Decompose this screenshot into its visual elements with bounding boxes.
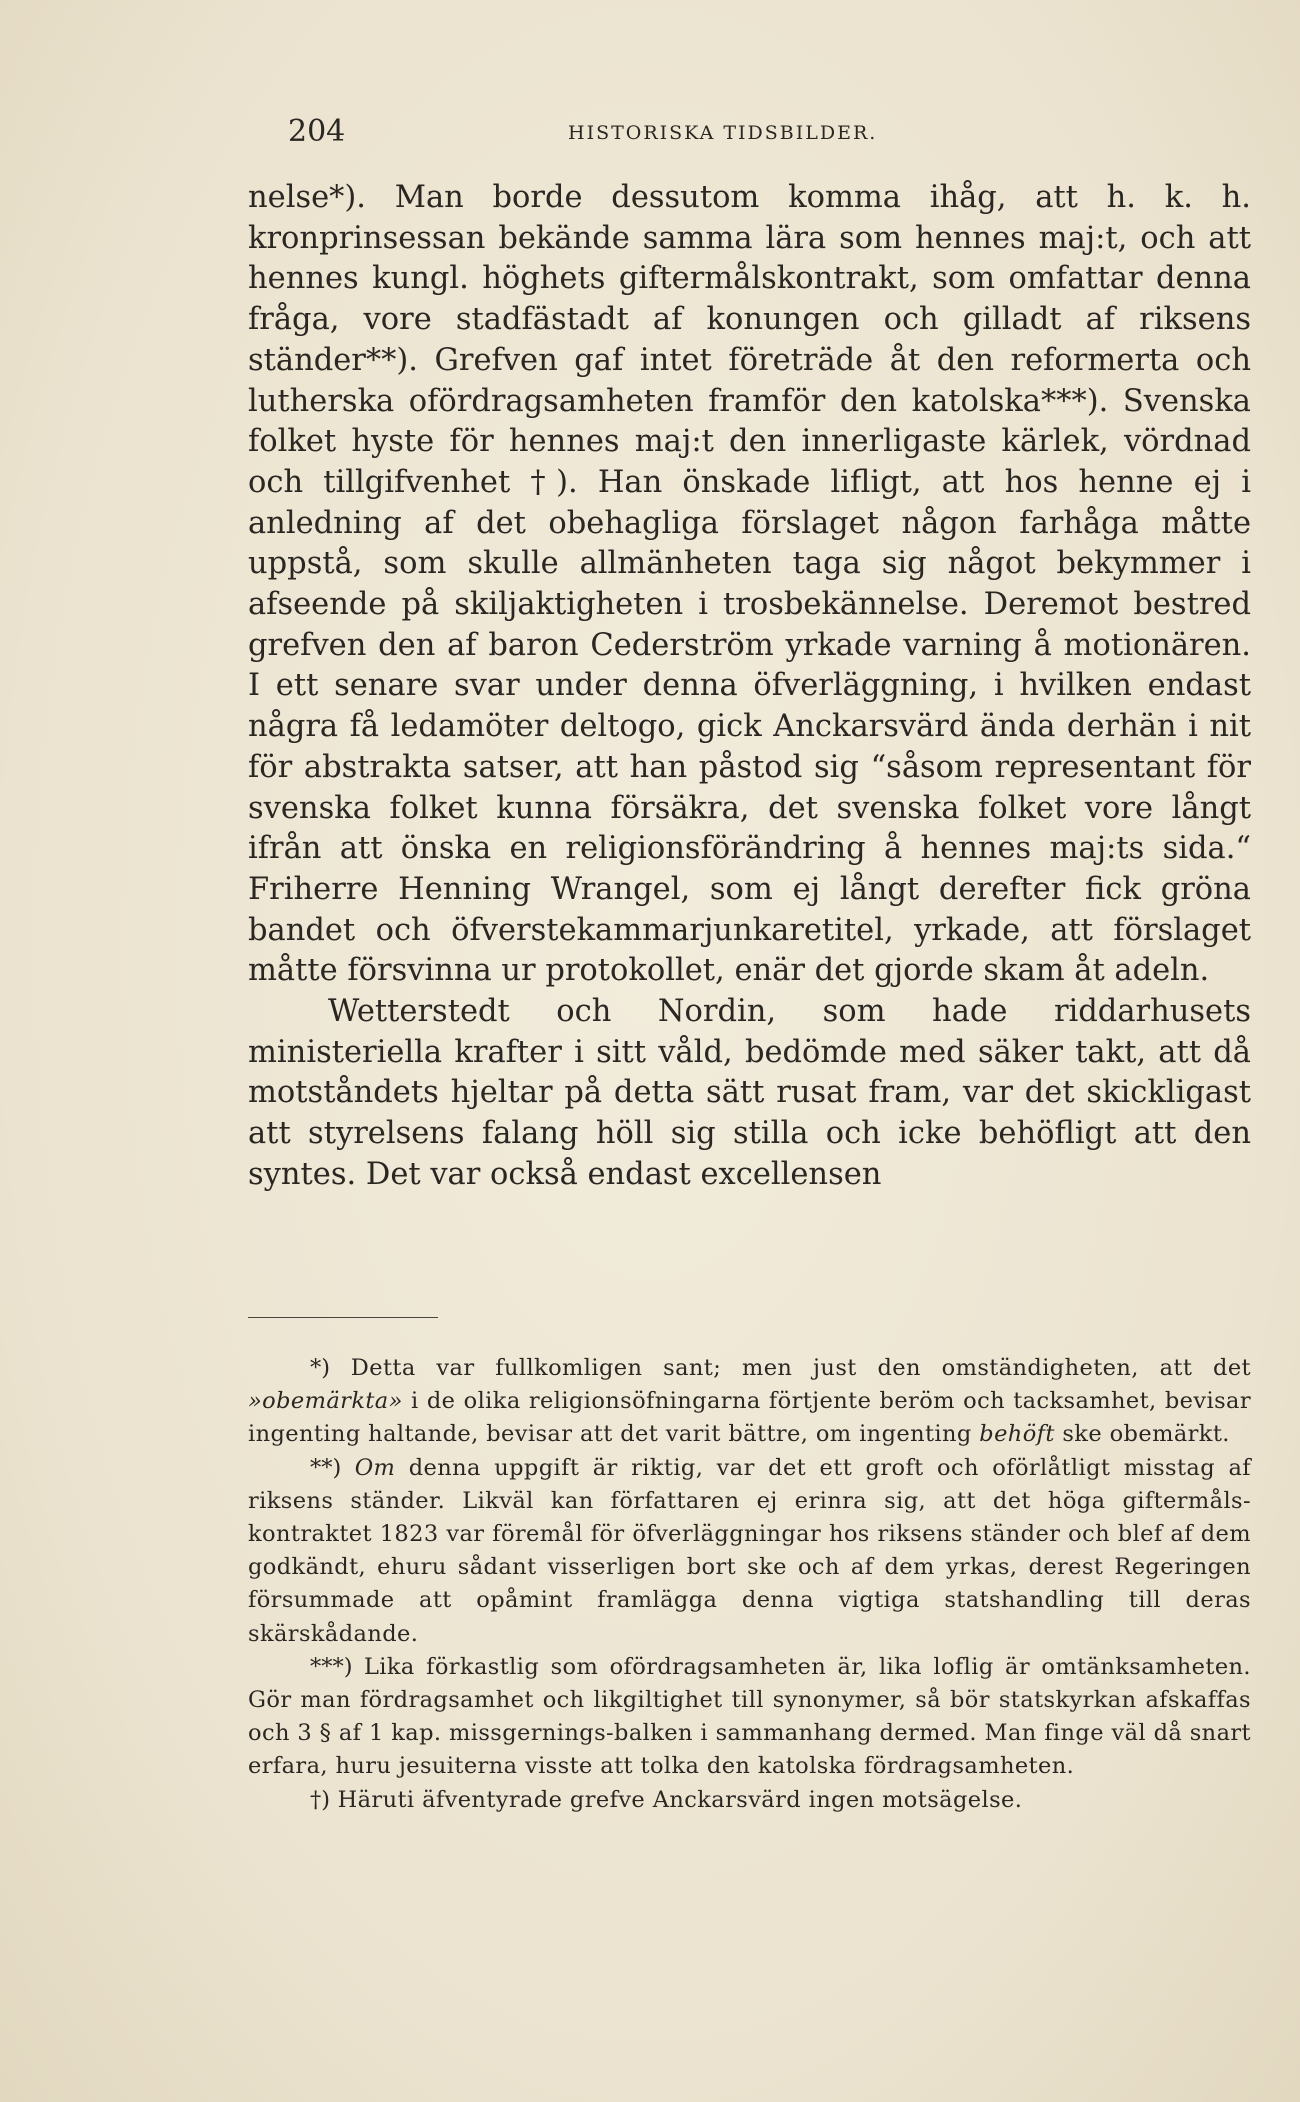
- footnote-italic: behöft: [979, 1421, 1055, 1448]
- footnote-text: Häruti äfventyrade grefve Anckarsvärd ingen motsägelse.: [337, 1786, 1023, 1813]
- footnote-text: ske obemärkt.: [1054, 1421, 1230, 1448]
- footnote-mark: ***): [310, 1653, 353, 1680]
- footnote-mark: †): [310, 1786, 331, 1813]
- footnote-4: [248, 1784, 1251, 1817]
- footnote-mark: **): [310, 1454, 342, 1481]
- paragraph-1: nelse*). Man borde dessutom komma ihåg, att h. k. h. kronprinsessan bekände samma lära som hennes maj:t, och att hennes kungl. höghets giftermålskontrakt, som omfattar denna fråga, vore stadfästadt af konungen och gilladt af riksens ständer**). Grefven gaf intet företräde åt den reformerta och lutherska ofördragsamheten framför den katolska***). Svenska folket hyste för hennes maj:t den innerligaste kärlek, vördnad och tillgifvenhet †). Han önskade lifligt, att hos henne ej i anledning af det obehagliga förslaget någon farhåga måtte uppstå, som skulle allmänheten taga sig något bekymmer i afseende på skiljaktigheten i trosbekännelse. Deremot bestred grefven den af baron Cederström yrkade varning å motionären. I ett senare svar under denna öfverläggning, i hvilken endast några få ledamöter deltogo, gick Anckarsvärd ända derhän i nit för abstrakta satser, att han påstod sig “såsom representant för svenska folket kunna försäkra, det svenska folket vore långt ifrån att önska en religionsförändring å hennes maj:ts sida.“ Friherre Henning Wrangel, som ej långt derefter fick gröna bandet och öfverstekammarjunkaretitel, yrkade, att förslaget måtte försvinna ur protokollet, enär det gjorde skam åt adeln.: [248, 180, 1251, 989]
- footnote-text: Detta var fullkomligen sant; men just den omständigheten, att det: [350, 1355, 1251, 1381]
- paragraph-2: Wetterstedt och Nordin, som hade riddarhusets ministeriella krafter i sitt våld, bedömde med säker takt, att då motståndets hjeltar på detta sätt rusat fram, var det skickligast att styrelsens falang höll sig stilla och icke behöfligt att den syntes. Det var också endast excellensen: [248, 994, 1251, 1192]
- footnote-text: Lika förkastlig som ofördragsamheten är, lika loflig är omtänksamheten. Gör man fördragsamhet och likgiltighet till synonymer, så bör statskyrkan afskaffas och 3 § af 1 kap. missgernings-balken i sammanhang dermed. Man finge väl då snart erfara, huru jesuiterna visste att tolka den katolska fördragsamheten.: [248, 1653, 1251, 1780]
- running-title: HISTORISKA TIDSBILDER.: [568, 122, 878, 144]
- footnote-text: denna uppgift är riktig, var det ett groft och oförlåtligt misstag af riksens ständer. Likväl kan författaren ej erinra sig, att det höga giftermåls-kontraktet 1823 var föremål för öfverläggningar hos riksens ständer och blef af dem godkändt, ehuru sådant visserligen bort ske och af dem yrkas, derest Regeringen försummade att opåmint framlägga denna vigtiga statshandling till deras skärskådande.: [248, 1454, 1251, 1647]
- footnote-italic: Om: [354, 1454, 396, 1481]
- footnote-1: [248, 1352, 1251, 1452]
- running-head: [248, 112, 1248, 152]
- footnote-2: [248, 1452, 1251, 1651]
- footnote-italic: »obemärkta»: [248, 1388, 403, 1415]
- footnotes: [248, 1352, 1251, 1817]
- page-number: 204: [288, 114, 346, 149]
- footnote-3: [248, 1651, 1251, 1784]
- main-text: [248, 178, 1251, 1196]
- footnote-mark: *): [310, 1355, 331, 1381]
- footnote-divider: [248, 1317, 438, 1318]
- footnote-text: i de olika religionsöfningarna förtjente beröm och tacksamhet, bevisar ingenting haltande, bevisar att det varit bättre, om ingenting: [248, 1388, 1251, 1448]
